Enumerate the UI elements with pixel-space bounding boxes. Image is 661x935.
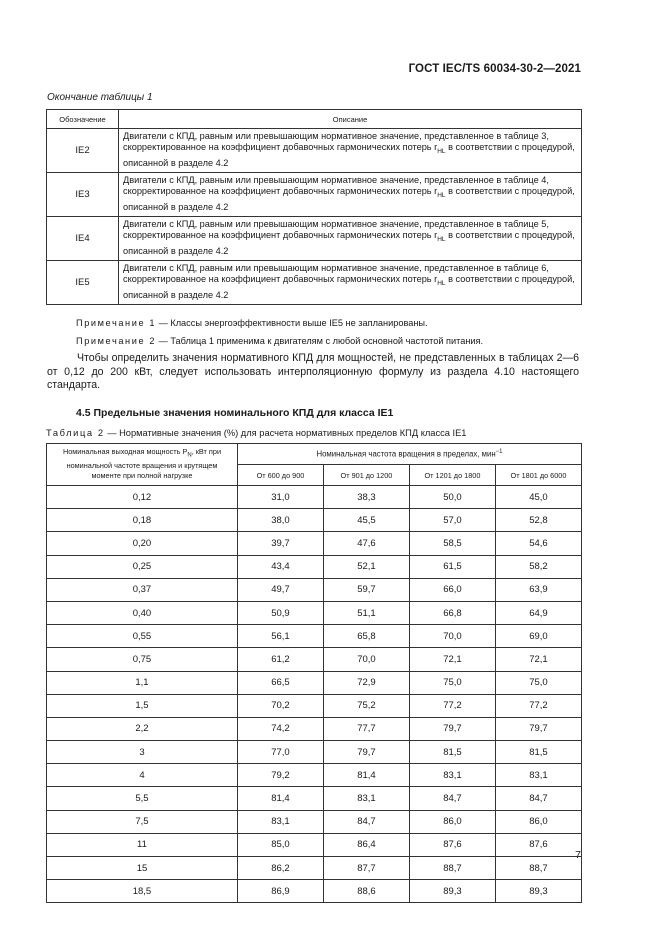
table2-value-cell: 66,5: [237, 671, 323, 694]
table1-row: [47, 129, 582, 173]
table2-value-cell: 87,6: [409, 833, 495, 856]
table2-value-cell: 52,1: [323, 555, 409, 578]
table2-value-cell: 66,8: [409, 601, 495, 624]
table1-desc-text: Двигатели с КПД, равным или превышающим нормативное значение, представленное в таблице 3, скорректированное на коэффициент добавочных гармонических потерь r: [123, 130, 549, 153]
table1-header-row: [47, 110, 582, 129]
table2-value-cell: 83,1: [409, 764, 495, 787]
section-heading: 4.5 Предельные значения номинального КПД для класса IE1: [76, 407, 394, 419]
table1-desc-text-end: в соответствии с процедурой, описанной в разделе 4.2: [123, 142, 575, 168]
table1-desc-text-end: в соответствии с процедурой, описанной в разделе 4.2: [123, 230, 575, 256]
note-1-text: — Классы энергоэффективности выше IE5 не запланированы.: [156, 318, 428, 328]
table2-header-speed-text: Номинальная частота вращения в пределах, мин: [316, 449, 496, 459]
table2-row: [47, 509, 582, 532]
table1-header-code: Обозначение: [47, 110, 119, 129]
table2-value-cell: 50,9: [237, 601, 323, 624]
table2-value-cell: 47,6: [323, 532, 409, 555]
table2-value-cell: 45,0: [495, 486, 581, 509]
table2-value-cell: 65,8: [323, 625, 409, 648]
table2-row: [47, 857, 582, 880]
table2-value-cell: 64,9: [495, 601, 581, 624]
table2-value-cell: 70,2: [237, 694, 323, 717]
table2-row: [47, 764, 582, 787]
table1-desc-cell: [119, 217, 582, 261]
table2-value-cell: 81,4: [323, 764, 409, 787]
table2-value-cell: 85,0: [237, 833, 323, 856]
document-id: ГОСТ IEC/TS 60034-30-2—2021: [408, 63, 581, 75]
table2-value-cell: 83,1: [495, 764, 581, 787]
table2-value-cell: 79,7: [409, 717, 495, 740]
table2-power-cell: 0,18: [47, 509, 238, 532]
table2-value-cell: 72,1: [495, 648, 581, 671]
table2-value-cell: 77,7: [323, 717, 409, 740]
table2-value-cell: 39,7: [237, 532, 323, 555]
table2-value-cell: 84,7: [495, 787, 581, 810]
table2-header-row-1: [47, 444, 582, 465]
table1-desc-sub: HL: [437, 148, 446, 156]
table2-power-cell: 0,75: [47, 648, 238, 671]
table1-desc-text-end: в соответствии с процедурой, описанной в разделе 4.2: [123, 186, 575, 212]
table2-row: [47, 671, 582, 694]
table2-row: [47, 833, 582, 856]
table2-value-cell: 87,6: [495, 833, 581, 856]
table2-subheader: От 1801 до 6000: [495, 465, 581, 486]
table2-power-cell: 4: [47, 764, 238, 787]
table2-value-cell: 31,0: [237, 486, 323, 509]
table2-value-cell: 57,0: [409, 509, 495, 532]
table2-row: [47, 648, 582, 671]
table2-value-cell: 58,2: [495, 555, 581, 578]
table2-power-cell: 5,5: [47, 787, 238, 810]
table1-row: [47, 173, 582, 217]
table1-row: [47, 261, 582, 305]
table1-desc-text: Двигатели с КПД, равным или превышающим нормативное значение, представленное в таблице 4, скорректированное на коэффициент добавочных гармонических потерь r: [123, 174, 549, 197]
table2-power-cell: 7,5: [47, 810, 238, 833]
table2-value-cell: 86,2: [237, 857, 323, 880]
table2-value-cell: 79,7: [495, 717, 581, 740]
table2-value-cell: 89,3: [495, 880, 581, 903]
table1-desc-sub: HL: [437, 280, 446, 288]
table2-value-cell: 77,0: [237, 741, 323, 764]
body-paragraph: Чтобы определить значения нормативного КПД для мощностей, не представленных в таблицах 2—6 от 0,12 до 200 кВт, следует использовать интерполяционную формулу из раздела 4.10 настоящего стандарта.: [47, 352, 579, 391]
table2-value-cell: 63,9: [495, 578, 581, 601]
table2-value-cell: 75,0: [495, 671, 581, 694]
table2-row: [47, 486, 582, 509]
table2-value-cell: 50,0: [409, 486, 495, 509]
table2-row: [47, 717, 582, 740]
table2-value-cell: 83,1: [323, 787, 409, 810]
note-2-text: — Таблица 1 применима к двигателям с любой основной частотой питания.: [156, 336, 484, 346]
table-2: [46, 443, 582, 903]
table2-value-cell: 72,9: [323, 671, 409, 694]
page-number: 7: [575, 849, 581, 861]
table2-value-cell: 84,7: [409, 787, 495, 810]
table2-value-cell: 77,2: [409, 694, 495, 717]
table2-value-cell: 70,0: [409, 625, 495, 648]
table2-value-cell: 52,8: [495, 509, 581, 532]
table2-power-cell: 0,37: [47, 578, 238, 601]
table2-value-cell: 38,0: [237, 509, 323, 532]
table2-value-cell: 89,3: [409, 880, 495, 903]
table2-value-cell: 87,7: [323, 857, 409, 880]
table2-power-cell: 0,12: [47, 486, 238, 509]
table1-desc-sub: HL: [437, 236, 446, 244]
table2-header-power-text-a: Номинальная выходная мощность P: [62, 447, 188, 457]
note-2-label: Примечание 2: [76, 336, 157, 346]
note-1: [76, 318, 428, 328]
table2-row: [47, 578, 582, 601]
table2-value-cell: 81,5: [495, 741, 581, 764]
table1-code-cell: IE3: [47, 173, 119, 217]
table2-value-cell: 58,5: [409, 532, 495, 555]
table2-row: [47, 880, 582, 903]
note-2: [76, 336, 483, 346]
table1-code-cell: IE4: [47, 217, 119, 261]
table2-header-power-sub: N: [187, 452, 192, 459]
table2-subheader: От 1201 до 1800: [409, 465, 495, 486]
table2-value-cell: 88,7: [409, 857, 495, 880]
table2-power-cell: 0,25: [47, 555, 238, 578]
table1-header-desc: Описание: [119, 110, 582, 129]
table2-value-cell: 83,1: [237, 810, 323, 833]
table2-power-cell: 0,40: [47, 601, 238, 624]
table2-row: [47, 601, 582, 624]
table2-value-cell: 81,4: [237, 787, 323, 810]
table1-desc-cell: [119, 261, 582, 305]
table2-row: [47, 555, 582, 578]
table2-row: [47, 810, 582, 833]
table2-subheader: От 901 до 1200: [323, 465, 409, 486]
table2-value-cell: 79,2: [237, 764, 323, 787]
table2-value-cell: 88,7: [495, 857, 581, 880]
table2-header-speed-sup: −1: [495, 449, 503, 456]
table2-subheader: От 600 до 900: [237, 465, 323, 486]
table2-value-cell: 54,6: [495, 532, 581, 555]
table2-value-cell: 66,0: [409, 578, 495, 601]
table2-power-cell: 3: [47, 741, 238, 764]
table1-desc-text: Двигатели с КПД, равным или превышающим нормативное значение, представленное в таблице 6, скорректированное на коэффициент добавочных гармонических потерь r: [123, 262, 549, 285]
table2-value-cell: 45,5: [323, 509, 409, 532]
table2-value-cell: 75,0: [409, 671, 495, 694]
table2-value-cell: 69,0: [495, 625, 581, 648]
table2-value-cell: 86,0: [495, 810, 581, 833]
table-1: [46, 109, 582, 305]
table2-row: [47, 787, 582, 810]
table2-value-cell: 86,4: [323, 833, 409, 856]
table2-row: [47, 532, 582, 555]
table2-power-cell: 0,20: [47, 532, 238, 555]
table2-value-cell: 56,1: [237, 625, 323, 648]
table1-desc-cell: [119, 129, 582, 173]
table1-row: [47, 217, 582, 261]
table2-value-cell: 61,5: [409, 555, 495, 578]
table1-code-cell: IE5: [47, 261, 119, 305]
table2-power-cell: 18,5: [47, 880, 238, 903]
table2-header-power-text-b: , кВт при номинальной частоте вращения и крутящем моменте при полной нагрузке: [66, 447, 222, 481]
table2-caption-label: Таблица 2: [46, 428, 105, 438]
table1-caption: Окончание таблицы 1: [47, 92, 153, 103]
table2-power-cell: 15: [47, 857, 238, 880]
table2-value-cell: 79,7: [323, 741, 409, 764]
table2-row: [47, 694, 582, 717]
table2-value-cell: 61,2: [237, 648, 323, 671]
table2-power-cell: 0,55: [47, 625, 238, 648]
table1-desc-text-end: в соответствии с процедурой, описанной в разделе 4.2: [123, 274, 575, 300]
table1-desc-text: Двигатели с КПД, равным или превышающим нормативное значение, представленное в таблице 5, скорректированное на коэффициент добавочных гармонических потерь r: [123, 218, 549, 241]
table2-caption: [46, 428, 466, 438]
table2-value-cell: 86,0: [409, 810, 495, 833]
table2-value-cell: 86,9: [237, 880, 323, 903]
table2-value-cell: 43,4: [237, 555, 323, 578]
table2-value-cell: 51,1: [323, 601, 409, 624]
table2-power-cell: 1,5: [47, 694, 238, 717]
note-1-label: Примечание 1: [76, 318, 157, 328]
table2-row: [47, 625, 582, 648]
table1-desc-cell: [119, 173, 582, 217]
table2-value-cell: 74,2: [237, 717, 323, 740]
table2-row: [47, 741, 582, 764]
table2-power-cell: 1,1: [47, 671, 238, 694]
table1-code-cell: IE2: [47, 129, 119, 173]
table2-value-cell: 88,6: [323, 880, 409, 903]
table2-value-cell: 70,0: [323, 648, 409, 671]
table2-value-cell: 75,2: [323, 694, 409, 717]
table2-value-cell: 38,3: [323, 486, 409, 509]
table2-value-cell: 72,1: [409, 648, 495, 671]
table2-power-cell: 11: [47, 833, 238, 856]
table2-header-speed-group: [237, 444, 581, 465]
table2-caption-text: — Нормативные значения (%) для расчета нормативных пределов КПД класса IE1: [104, 428, 467, 438]
table2-value-cell: 49,7: [237, 578, 323, 601]
table2-value-cell: 81,5: [409, 741, 495, 764]
table2-value-cell: 84,7: [323, 810, 409, 833]
table2-power-cell: 2,2: [47, 717, 238, 740]
table2-value-cell: 59,7: [323, 578, 409, 601]
table2-value-cell: 77,2: [495, 694, 581, 717]
table2-header-power: [47, 444, 238, 486]
table1-desc-sub: HL: [437, 192, 446, 200]
